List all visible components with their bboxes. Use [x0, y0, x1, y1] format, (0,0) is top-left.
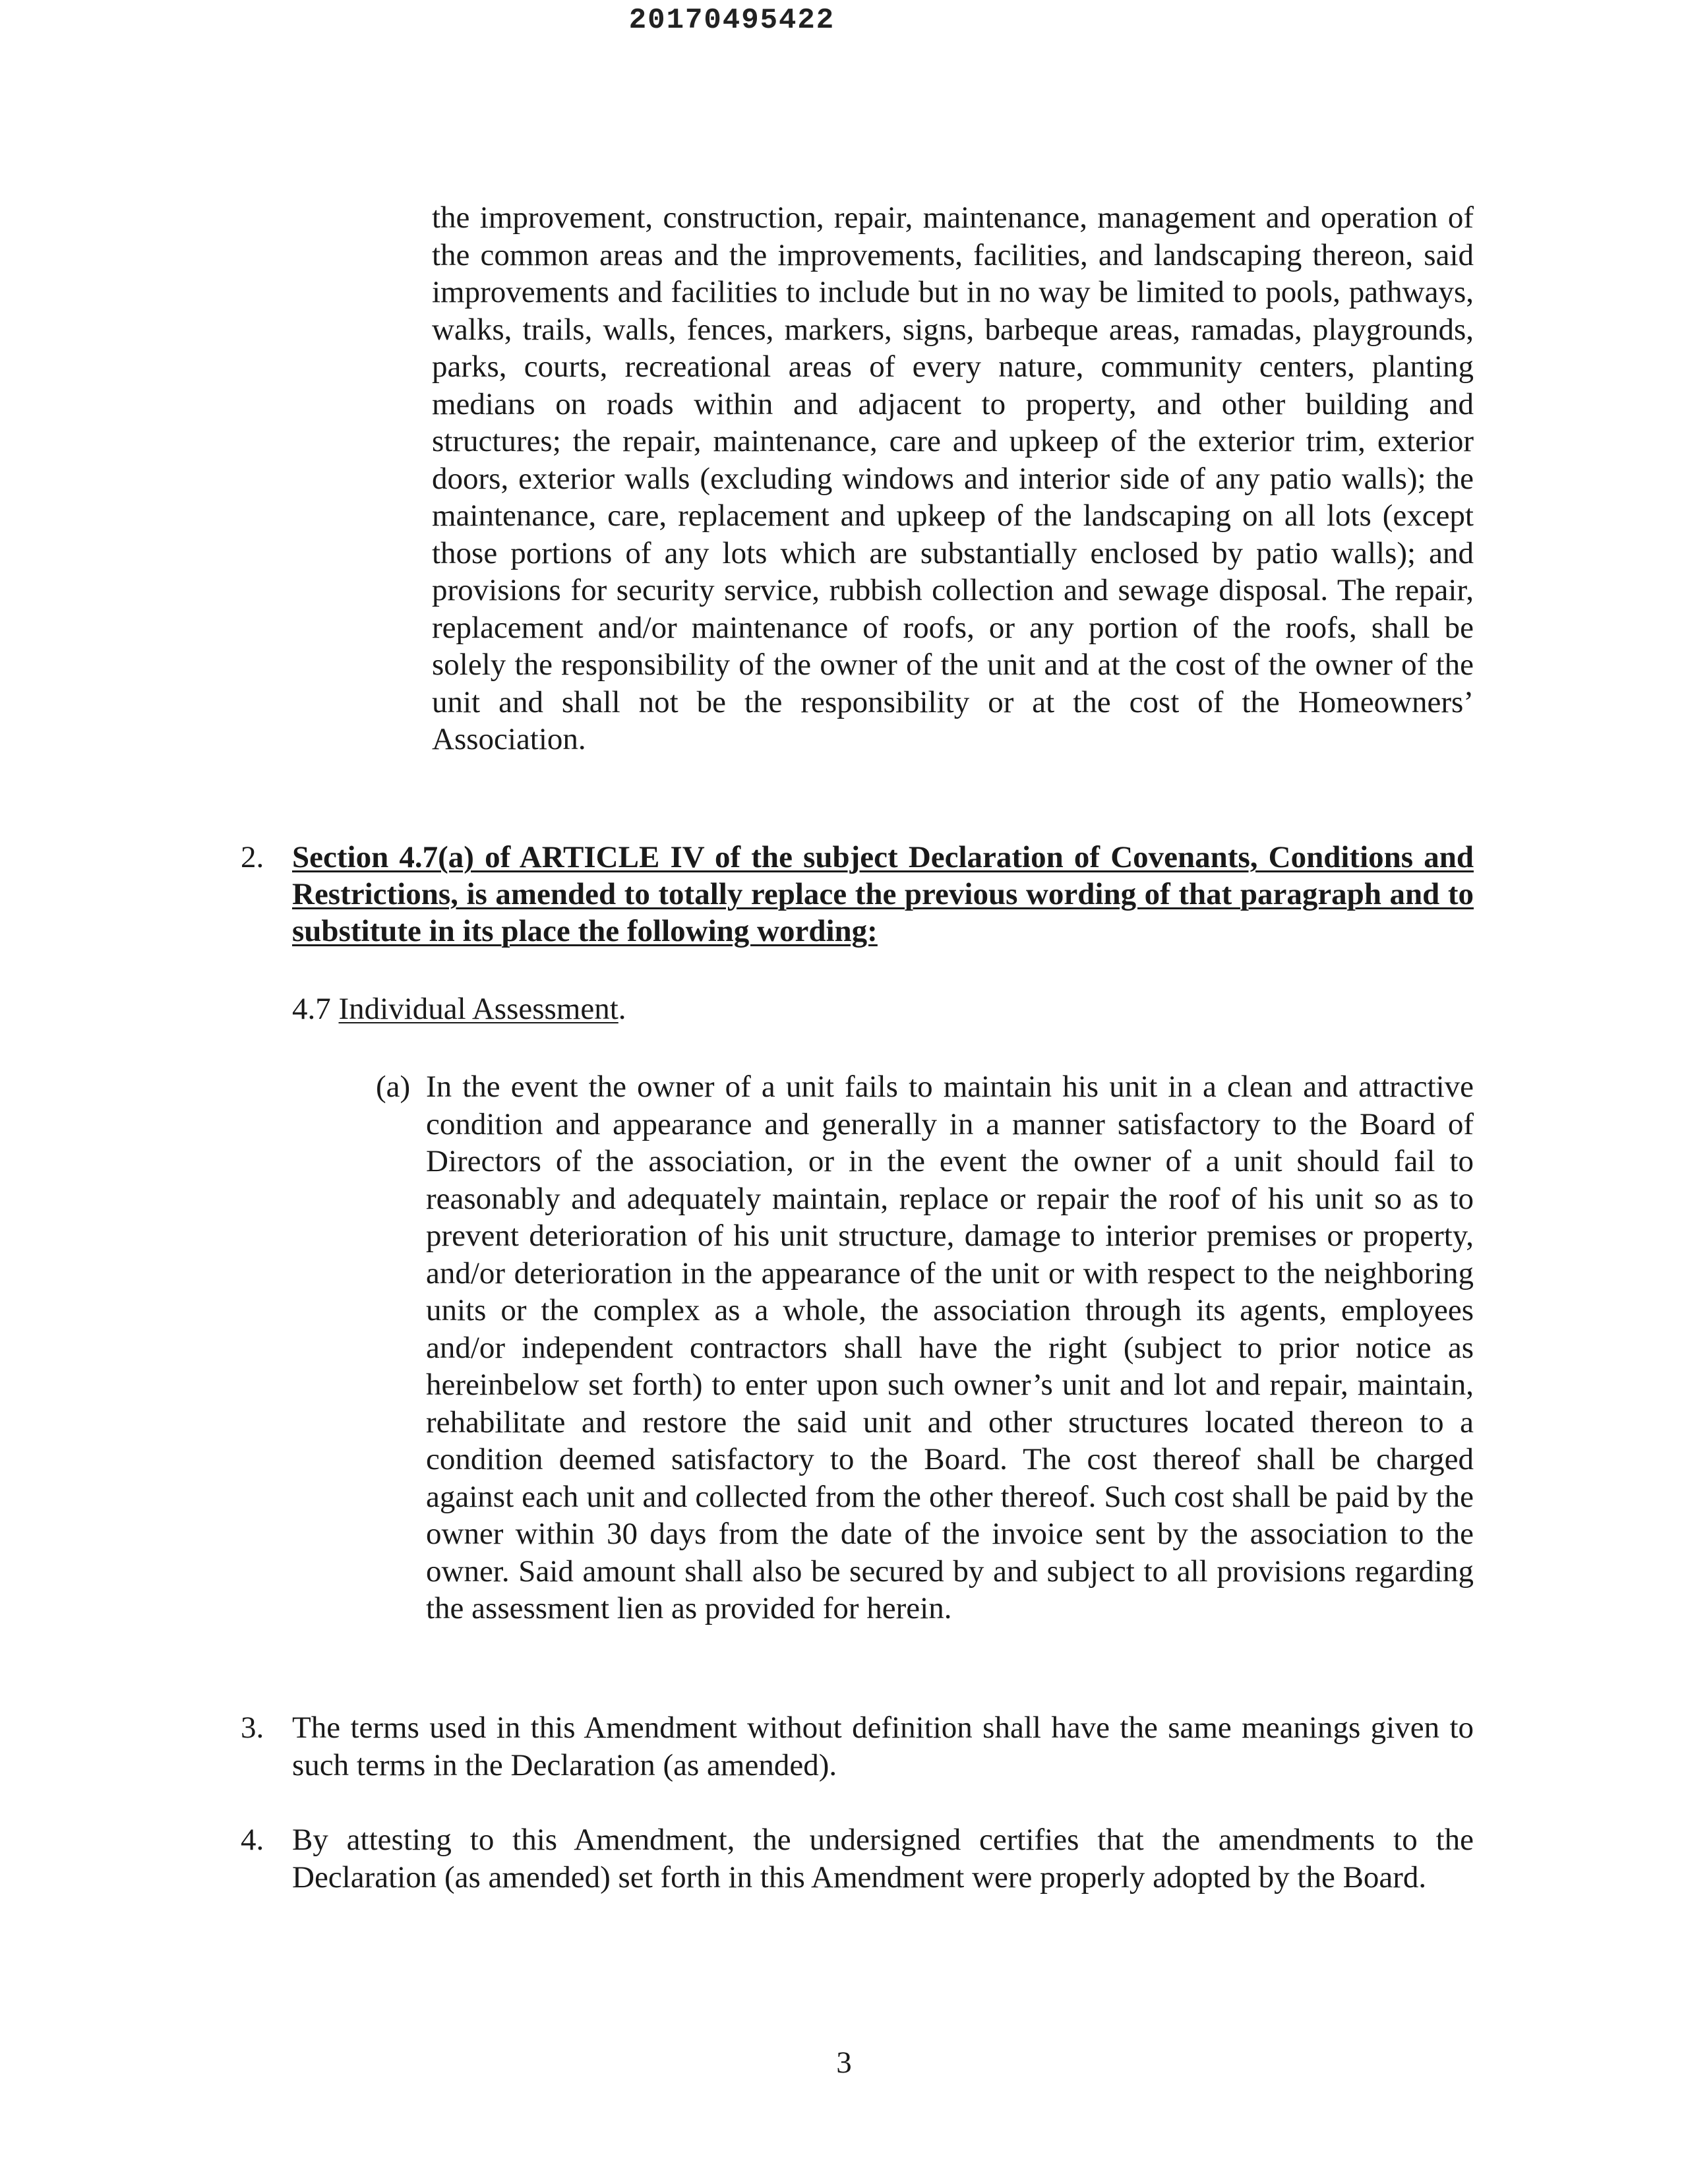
list-item-text: The terms used in this Amendment without definition shall have the same meanings given to such terms in the Declaration (as amended). — [292, 1711, 1474, 1782]
list-item-number: 3. — [241, 1711, 264, 1745]
document-number: 20170495422 — [628, 4, 835, 37]
subparagraph-a — [376, 1068, 1474, 1627]
list-item-number: 2. — [241, 840, 264, 874]
list-item-text: By attesting to this Amendment, the undersigned certifies that the amendments to the Declaration (as amended) set forth in this Amendment were properly adopted by the Board. — [292, 1823, 1474, 1895]
page-number: 3 — [836, 2046, 852, 2080]
list-item-3 — [241, 1709, 1474, 1784]
list-item-4 — [241, 1821, 1474, 1896]
subparagraph-label: (a) — [376, 1070, 411, 1104]
subsection-title: Individual Assessment — [338, 992, 618, 1026]
subsection-heading — [292, 990, 626, 1028]
subsection-title-period: . — [618, 992, 626, 1026]
continuation-paragraph: the improvement, construction, repair, maintenance, management and operation of the common areas and the improvements, facilities, and landscaping thereon, said improvements and facilities to include but in no way be limited to pools, pathways, walks, trails, walls, fences, markers, signs, barbeque areas, ramadas, playgrounds, parks, courts, recreational areas of every nature, community centers, planting medians on roads within and adjacent to property, and other building and structures; the repair, maintenance, care and upkeep of the exterior trim, exterior doors, exterior walls (excluding windows and interior side of any patio walls); the maintenance, care, replacement and upkeep of the landscaping on all lots (except those portions of any lots which are substantially enclosed by patio walls); and provisions for security service, rubbish collection and sewage disposal. The repair, replacement and/or maintenance of roofs, or any portion of the roofs, shall be solely the responsibility of the owner of the unit and at the cost of the owner of the unit and shall not be the responsibility or at the cost of the Homeowners’ Association. — [432, 200, 1474, 756]
subparagraph-text: In the event the owner of a unit fails to maintain his unit in a clean and attractive condition and appearance and generally in a manner satisfactory to the Board of Directors of the association, or in the event the owner of a unit should fail to reasonably and adequately maintain, replace or repair the roof of his unit so as to prevent deterioration of his unit structure, damage to interior premises or property, and/or deterioration in the appearance of the unit or with respect to the neighboring units or the complex as a whole, the association through its agents, employees and/or independent contractors shall have the right (subject to prior notice as hereinbelow set forth) to enter upon such owner’s unit and lot and repair, maintain, rehabilitate and restore the said unit and other structures located thereon to a condition deemed satisfactory to the Board. The cost thereof shall be charged against each unit and collected from the other thereof. Such cost shall be paid by the owner within 30 days from the date of the invoice sent by the association to the owner. Said amount shall also be secured by and subject to all provisions regarding the assessment lien as provided for herein. — [426, 1070, 1474, 1625]
amendment-instruction: Section 4.7(a) of ARTICLE IV of the subject Declaration of Covenants, Conditions and Restrictions, is amended to totally replace the previous wording of that paragraph and to substitute in its place the following wording: — [292, 840, 1474, 948]
list-item-2 — [241, 839, 1474, 950]
subsection-number: 4.7 — [292, 992, 331, 1026]
list-item-number: 4. — [241, 1823, 264, 1857]
